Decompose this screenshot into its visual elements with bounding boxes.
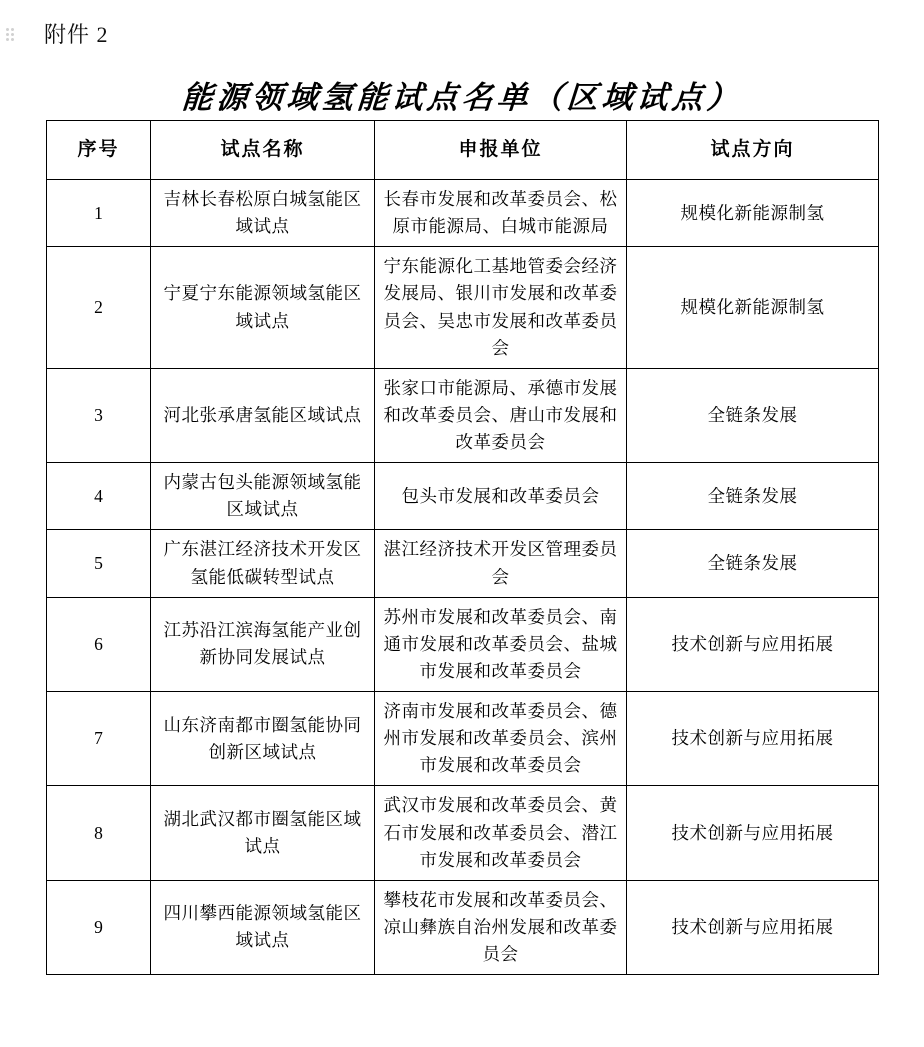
cell-no: 4 [47, 463, 151, 530]
cell-no: 1 [47, 180, 151, 247]
cell-unit: 长春市发展和改革委员会、松原市能源局、白城市能源局 [375, 180, 627, 247]
cell-name: 四川攀西能源领域氢能区域试点 [151, 880, 375, 974]
column-header-unit: 申报单位 [375, 121, 627, 180]
table-header-row [47, 121, 879, 180]
cell-direction: 全链条发展 [627, 530, 879, 597]
cell-name: 宁夏宁东能源领域氢能区域试点 [151, 247, 375, 369]
column-header-direction: 试点方向 [627, 121, 879, 180]
cell-unit: 武汉市发展和改革委员会、黄石市发展和改革委员会、潜江市发展和改革委员会 [375, 786, 627, 880]
table-row [47, 597, 879, 691]
table-row [47, 180, 879, 247]
cell-no: 6 [47, 597, 151, 691]
cell-no: 7 [47, 692, 151, 786]
cell-direction: 全链条发展 [627, 368, 879, 462]
table-row [47, 880, 879, 974]
cell-no: 9 [47, 880, 151, 974]
cell-name: 山东济南都市圈氢能协同创新区域试点 [151, 692, 375, 786]
drag-handle-icon[interactable] [6, 28, 16, 44]
column-header-no: 序号 [47, 121, 151, 180]
cell-no: 2 [47, 247, 151, 369]
cell-name: 内蒙古包头能源领域氢能区域试点 [151, 463, 375, 530]
cell-direction: 技术创新与应用拓展 [627, 786, 879, 880]
cell-unit: 张家口市能源局、承德市发展和改革委员会、唐山市发展和改革委员会 [375, 368, 627, 462]
cell-no: 3 [47, 368, 151, 462]
cell-direction: 技术创新与应用拓展 [627, 692, 879, 786]
cell-unit: 包头市发展和改革委员会 [375, 463, 627, 530]
cell-no: 8 [47, 786, 151, 880]
cell-direction: 规模化新能源制氢 [627, 180, 879, 247]
cell-name: 吉林长春松原白城氢能区域试点 [151, 180, 375, 247]
cell-direction: 全链条发展 [627, 463, 879, 530]
cell-unit: 济南市发展和改革委员会、德州市发展和改革委员会、滨州市发展和改革委员会 [375, 692, 627, 786]
cell-name: 湖北武汉都市圈氢能区域试点 [151, 786, 375, 880]
cell-name: 江苏沿江滨海氢能产业创新协同发展试点 [151, 597, 375, 691]
cell-name: 河北张承唐氢能区域试点 [151, 368, 375, 462]
table-row [47, 692, 879, 786]
attachment-label: 附件 2 [44, 22, 109, 47]
table-row [47, 368, 879, 462]
cell-unit: 湛江经济技术开发区管理委员会 [375, 530, 627, 597]
table-row [47, 530, 879, 597]
cell-direction: 规模化新能源制氢 [627, 247, 879, 369]
table-row [47, 786, 879, 880]
column-header-name: 试点名称 [151, 121, 375, 180]
cell-name: 广东湛江经济技术开发区氢能低碳转型试点 [151, 530, 375, 597]
cell-unit: 攀枝花市发展和改革委员会、凉山彝族自治州发展和改革委员会 [375, 880, 627, 974]
page-title: 能源领域氢能试点名单（区域试点） [180, 80, 744, 116]
cell-no: 5 [47, 530, 151, 597]
cell-unit: 苏州市发展和改革委员会、南通市发展和改革委员会、盐城市发展和改革委员会 [375, 597, 627, 691]
cell-direction: 技术创新与应用拓展 [627, 880, 879, 974]
cell-unit: 宁东能源化工基地管委会经济发展局、银川市发展和改革委员会、吴忠市发展和改革委员会 [375, 247, 627, 369]
table-row [47, 247, 879, 369]
cell-direction: 技术创新与应用拓展 [627, 597, 879, 691]
table-row [47, 463, 879, 530]
pilot-list-table [46, 120, 879, 975]
